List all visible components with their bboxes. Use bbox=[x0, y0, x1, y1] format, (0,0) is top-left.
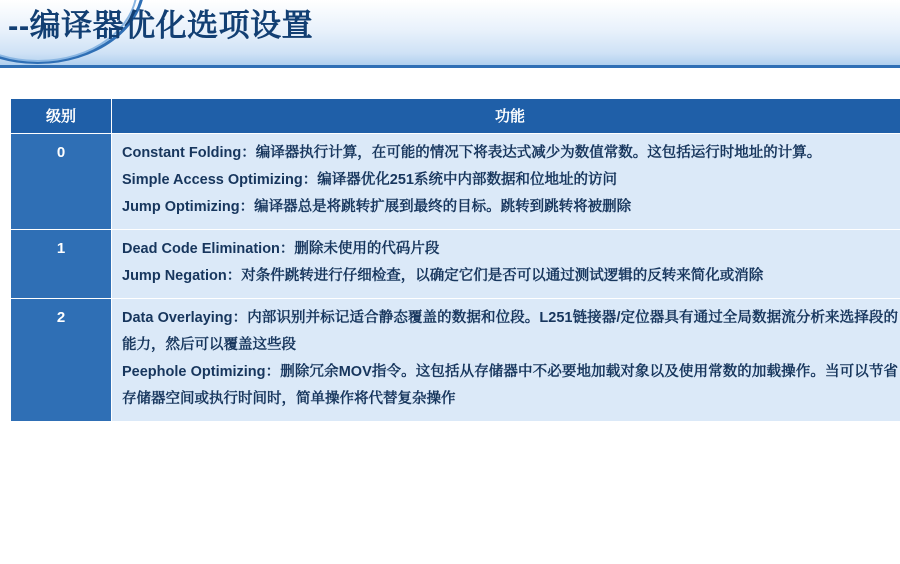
function-item: Jump Negation：对条件跳转进行仔细检查，以确定它们是否可以通过测试逻辑的反转来简化或消除 bbox=[122, 268, 764, 284]
header-divider bbox=[0, 65, 900, 68]
function-item: Data Overlaying：内部识别并标记适合静态覆盖的数据和位段。L251链接器/定位器具有通过全局数据流分析来选择段的能力，然后可以覆盖这些段 bbox=[122, 310, 898, 353]
function-cell bbox=[112, 134, 900, 230]
table-body bbox=[11, 134, 900, 422]
slide-header bbox=[0, 0, 900, 68]
function-cell bbox=[112, 230, 900, 299]
function-cell bbox=[112, 299, 900, 422]
function-item: Dead Code Elimination：删除未使用的代码片段 bbox=[122, 241, 440, 257]
table-row bbox=[11, 134, 900, 230]
function-item: Constant Folding：编译器执行计算，在可能的情况下将表达式减少为数值常数。这包括运行时地址的计算。 bbox=[122, 145, 822, 161]
optimization-levels-table bbox=[10, 98, 900, 422]
function-item: Simple Access Optimizing：编译器优化251系统中内部数据和位地址的访问 bbox=[122, 172, 617, 188]
column-header-level: 级别 bbox=[11, 99, 112, 134]
function-item: Jump Optimizing：编译器总是将跳转扩展到最终的目标。跳转到跳转将被删除 bbox=[122, 199, 632, 215]
table-header bbox=[11, 99, 900, 134]
table-row bbox=[11, 299, 900, 422]
optimization-table-container bbox=[10, 98, 898, 422]
column-header-function: 功能 bbox=[112, 99, 900, 134]
level-value: 2 bbox=[11, 299, 112, 422]
level-value: 1 bbox=[11, 230, 112, 299]
level-value: 0 bbox=[11, 134, 112, 230]
page-title: --编译器优化选项设置 bbox=[8, 8, 314, 43]
table-row bbox=[11, 230, 900, 299]
slide-footer-space bbox=[0, 554, 900, 564]
function-item: Peephole Optimizing：删除冗余MOV指令。这包括从存储器中不必要地加载对象以及使用常数的加载操作。当可以节省存储器空间或执行时间时，简单操作将代替复杂操作 bbox=[122, 364, 898, 407]
table-header-row bbox=[11, 99, 900, 134]
